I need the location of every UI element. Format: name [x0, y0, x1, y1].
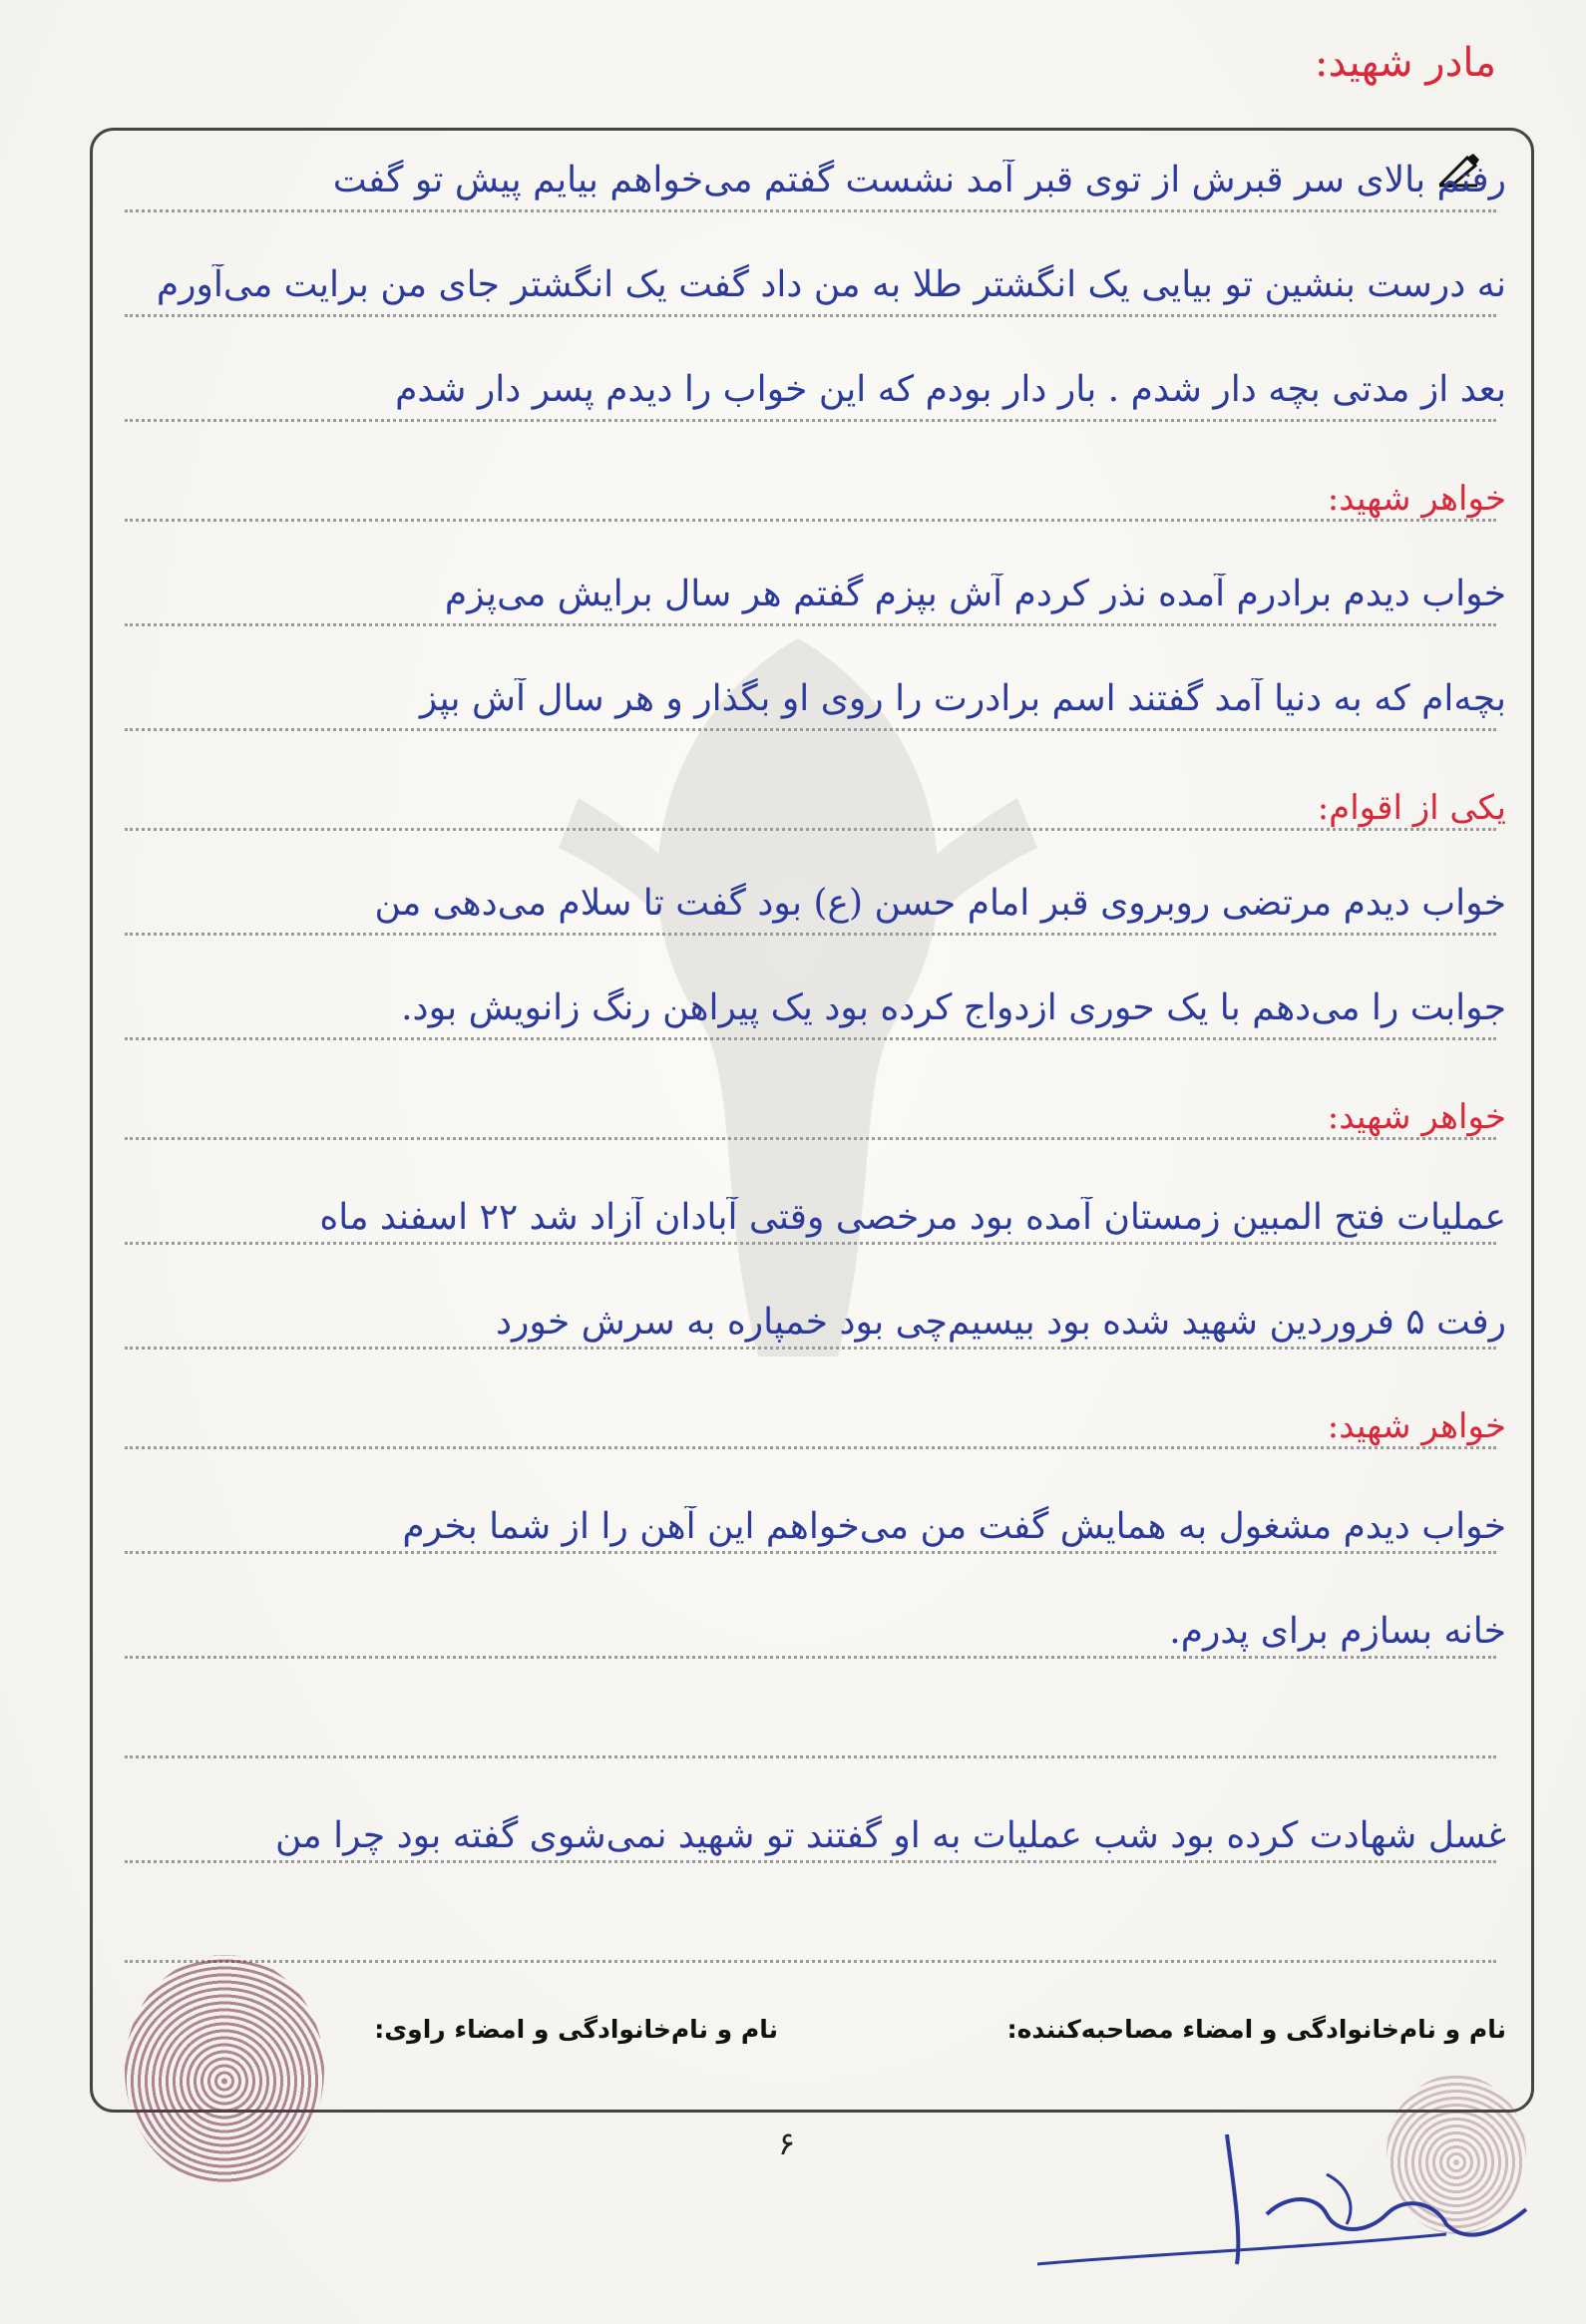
- ruled-line: [125, 1551, 1496, 1554]
- ruled-line: [125, 1656, 1496, 1659]
- section-heading: یکی از اقوام:: [1317, 788, 1506, 828]
- ruled-line: [125, 828, 1496, 831]
- ruled-line: [125, 209, 1496, 212]
- handwritten-line: عملیات فتح المبین زمستان آمده بود مرخصی وقتی آبادان آزاد شد ۲۲ اسفند ماه: [319, 1197, 1506, 1238]
- page-number: ۶: [778, 2125, 796, 2162]
- ruled-line: [125, 1137, 1496, 1140]
- ruled-line: [125, 1960, 1496, 1963]
- handwritten-line: غسل شهادت کرده بود شب عملیات به او گفتند تو شهید نمی‌شوی گفته بود چرا من: [274, 1815, 1506, 1856]
- interviewer-signature-label: نام و نام‌خانوادگی و امضاء مصاحبه‌کننده:: [1006, 2015, 1506, 2044]
- handwritten-line: خواب دیدم مرتضی روبروی قبر امام حسن (ع) بود گفت تا سلام می‌دهی من: [374, 883, 1506, 924]
- section-heading: خواهر شهید:: [1327, 479, 1506, 519]
- handwritten-signature: [1027, 2115, 1546, 2294]
- handwritten-line: جوابت را می‌دهم با یک حوری ازدواج کرده بود یک پیراهن رنگ زانویش بود.: [401, 987, 1506, 1028]
- section-heading: خواهر شهید:: [1327, 1406, 1506, 1446]
- narrator-signature-label: نام و نام‌خانوادگی و امضاء راوی:: [374, 2015, 778, 2044]
- ruled-line: [125, 1037, 1496, 1040]
- handwritten-line: خواب دیدم مشغول به همایش گفت من می‌خواهم این آهن را از شما بخرم: [402, 1506, 1506, 1547]
- handwritten-line: بعد از مدتی بچه دار شدم . بار دار بودم که این خواب را دیدم پسر دار شدم: [395, 369, 1506, 410]
- ruled-line: [125, 728, 1496, 731]
- ruled-line: [125, 933, 1496, 936]
- handwritten-line: رفت ۵ فروردین شهید شده بود بیسیم‌چی بود خمپاره به سرش خورد: [496, 1302, 1506, 1343]
- handwritten-line: رفتم بالای سر قبرش از توی قبر آمد نشست گفتم می‌خواهم بیایم پیش تو گفت: [332, 160, 1506, 200]
- handwritten-line: خواب دیدم برادرم آمده نذر کردم آش بپزم گفتم هر سال برایش می‌پزم: [444, 574, 1506, 614]
- ruled-line: [125, 1347, 1496, 1350]
- ruled-line: [125, 1860, 1496, 1863]
- ruled-line: [125, 1755, 1496, 1758]
- ruled-line: [125, 623, 1496, 626]
- ruled-line: [125, 419, 1496, 422]
- fingerprint-stamp: [125, 1955, 324, 2184]
- handwritten-line: نه درست بنشین تو بیایی یک انگشتر طلا به من داد گفت یک انگشتر جای من برایت می‌آورم: [156, 264, 1506, 305]
- ruled-line: [125, 519, 1496, 522]
- ruled-line: [125, 1446, 1496, 1449]
- ruled-line: [125, 314, 1496, 317]
- section-heading: خواهر شهید:: [1327, 1097, 1506, 1137]
- section-label-mother: مادر شهید:: [1315, 40, 1496, 86]
- handwritten-line: بچه‌ام که به دنیا آمد گفتند اسم برادرت را روی او بگذار و هر سال آش بپز: [419, 678, 1506, 719]
- handwritten-line: خانه بسازم برای پدرم.: [1169, 1611, 1506, 1652]
- ruled-line: [125, 1242, 1496, 1245]
- watermark-emblem: [539, 598, 1057, 1496]
